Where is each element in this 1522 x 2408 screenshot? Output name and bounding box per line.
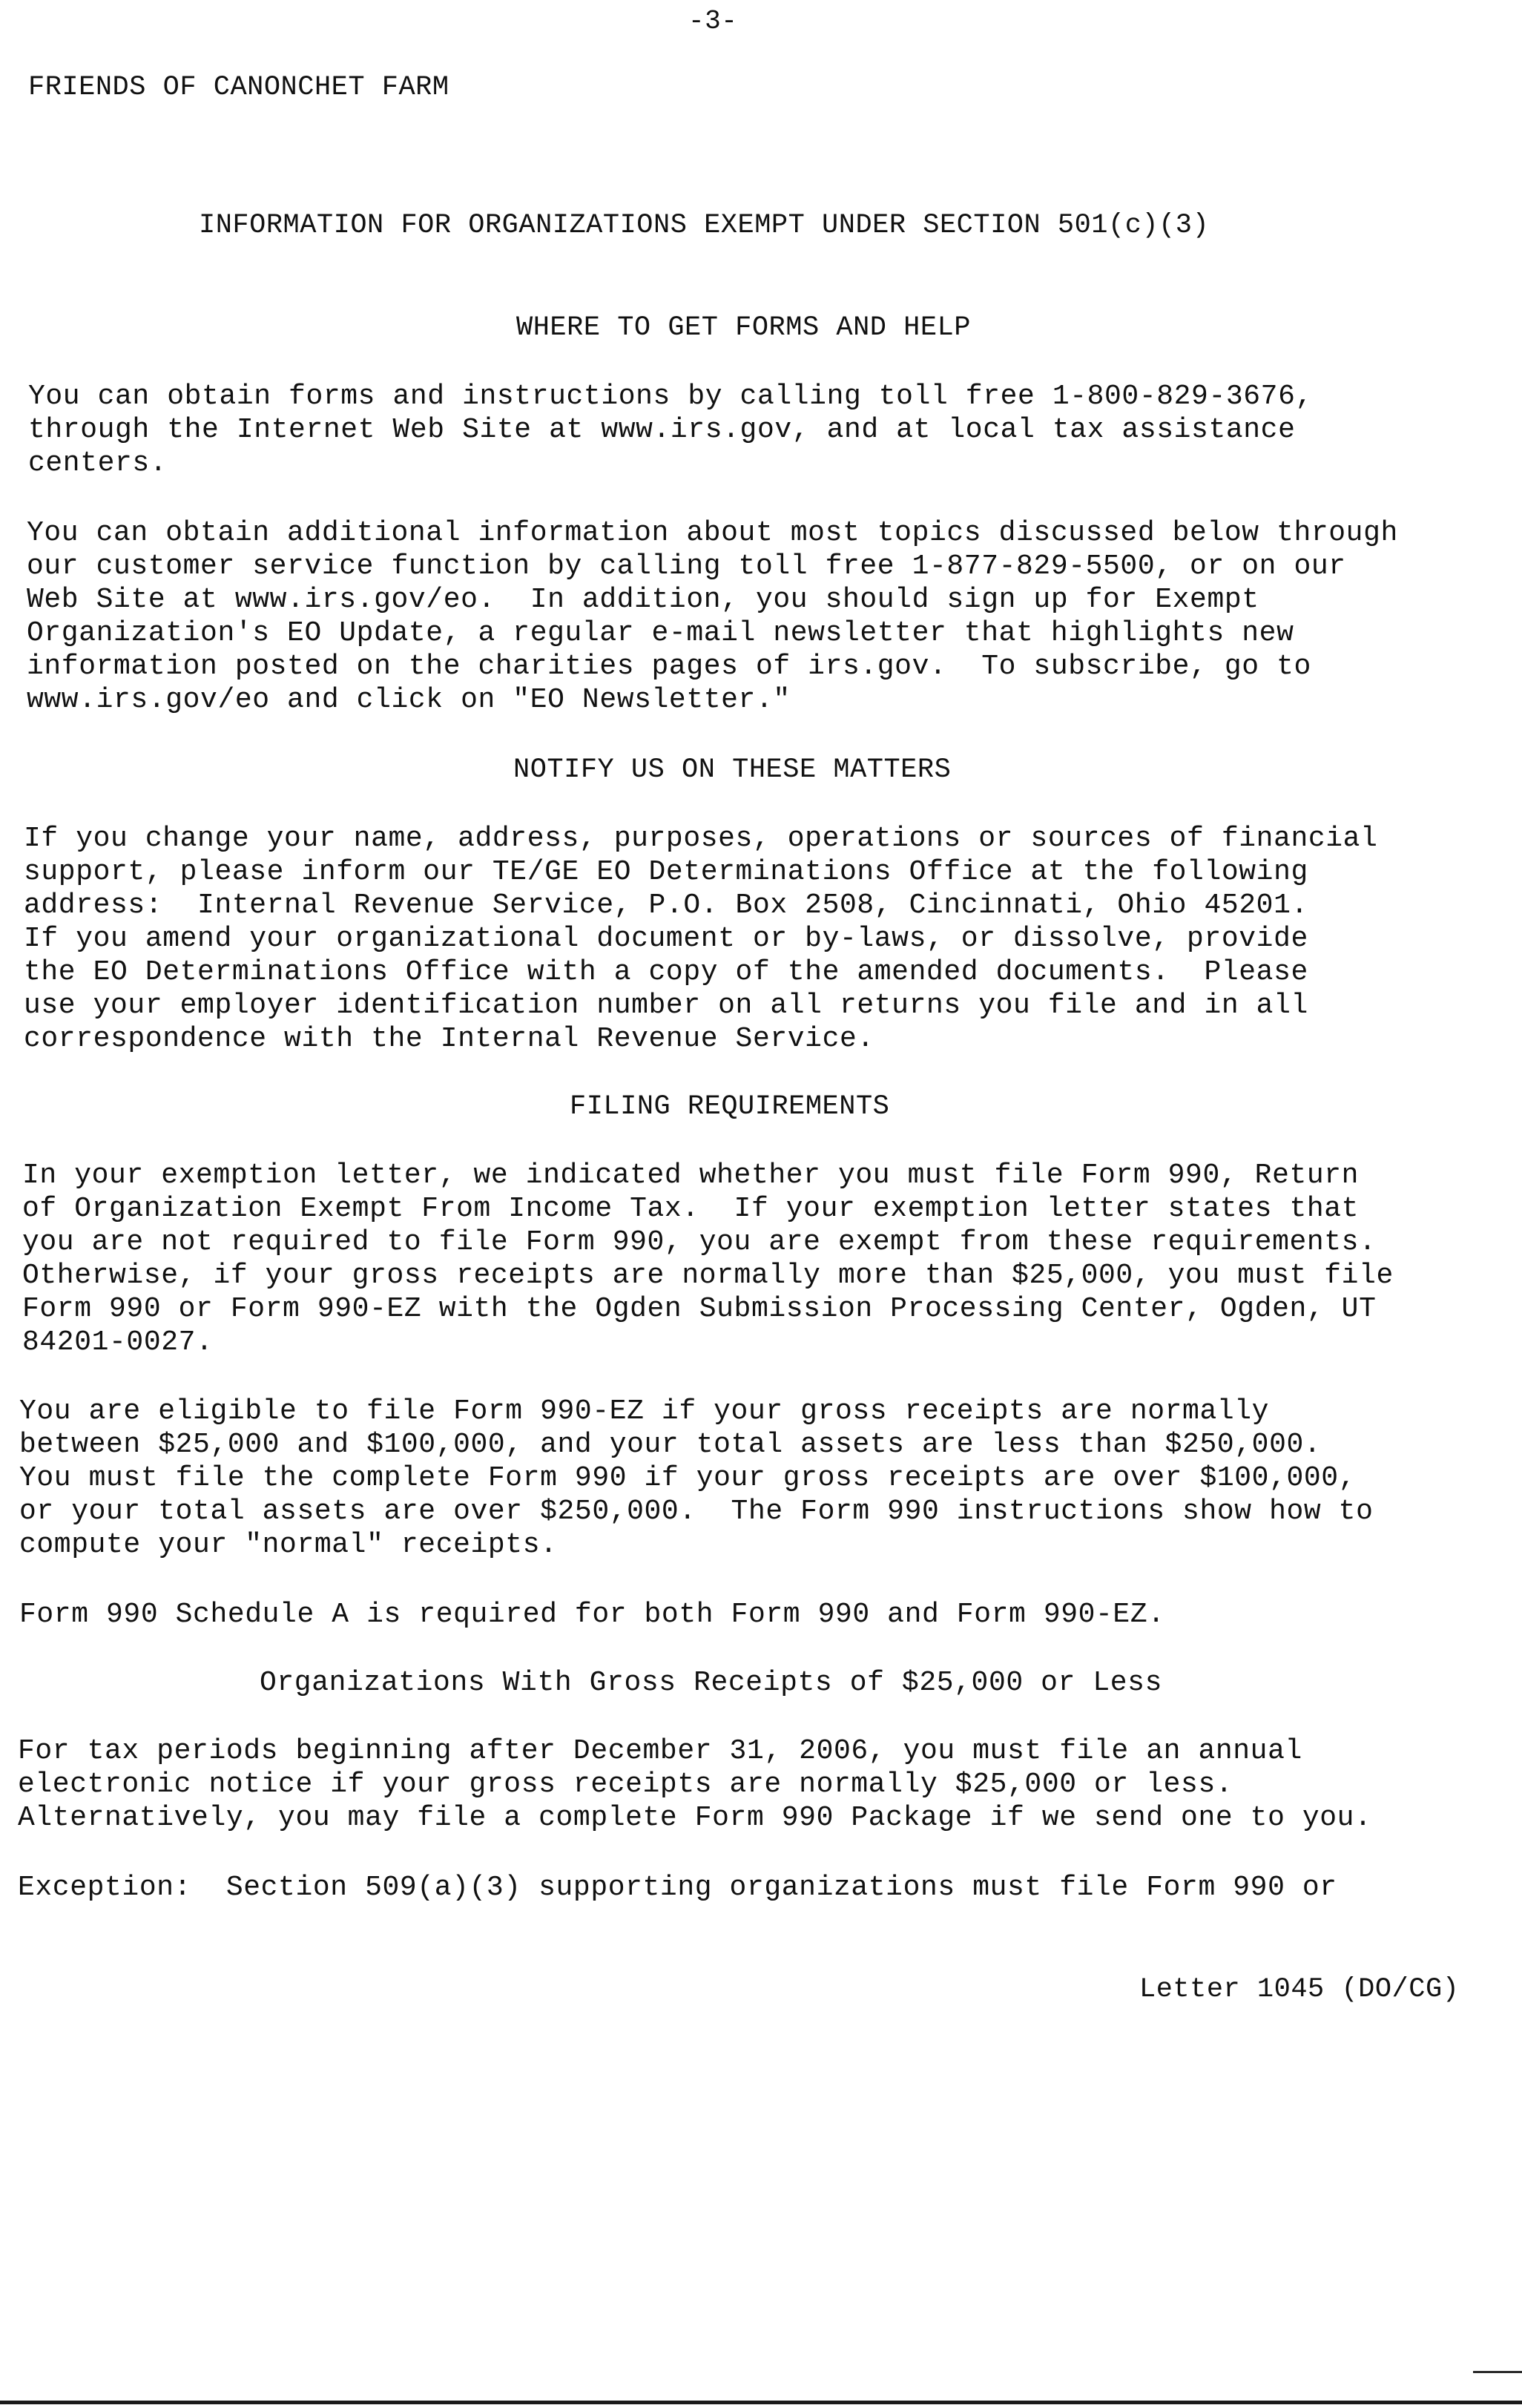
bottom-rule xyxy=(0,2401,1522,2404)
heading-small-organizations: Organizations With Gross Receipts of $25,000 or Less xyxy=(260,1667,1162,1699)
heading-filing-requirements: FILING REQUIREMENTS xyxy=(570,1091,890,1122)
paragraph-additional-info: You can obtain additional information about most topics discussed below through our customer service function by calling toll free 1-877-829-5500, or on our Web Site at www.irs.gov/eo. In addition, you should sign up for Exempt Organization's EO Update, a regular e-mail newsletter that highlights new information posted on the charities pages of irs.gov. To subscribe, go to www.irs.gov/eo and click on "EO Newsletter." xyxy=(27,517,1398,716)
paragraph-small-orgs-exception: Exception: Section 509(a)(3) supporting organizations must file Form 990 or xyxy=(18,1872,1337,1904)
organization-name: FRIENDS OF CANONCHET FARM xyxy=(28,72,449,103)
heading-notify: NOTIFY US ON THESE MATTERS xyxy=(513,754,952,786)
page-title: INFORMATION FOR ORGANIZATIONS EXEMPT UNDER SECTION 501(c)(3) xyxy=(199,210,1210,241)
paragraph-forms-instructions: You can obtain forms and instructions by calling toll free 1-800-829-3676, through the Internet Web Site at www.irs.gov, and at local tax assistance centers. xyxy=(28,381,1313,479)
page-number: -3- xyxy=(688,6,738,36)
paragraph-filing-3: Form 990 Schedule A is required for both Form 990 and Form 990-EZ. xyxy=(19,1599,1165,1631)
paragraph-notify: If you change your name, address, purposes, operations or sources of financial support, please inform our TE/GE EO Determinations Office at the following address: Internal Revenue Service, P.O. Box 2508, Cincinnati, Ohio 45201. If you amend your organizational document or by-laws, or dissolve, provide the EO Determinations Office with a copy of the amended documents. Please use your employer identification number on all returns you file and in all correspondence with the Internal Revenue Service. xyxy=(24,823,1378,1055)
scan-edge-mark xyxy=(1473,2371,1522,2373)
letter-footer: Letter 1045 (DO/CG) xyxy=(1139,1974,1460,2005)
heading-forms-help: WHERE TO GET FORMS AND HELP xyxy=(516,312,971,343)
paragraph-filing-2: You are eligible to file Form 990-EZ if your gross receipts are normally between $25,000 and $100,000, and your total assets are less than $250,000. You must file the complete Form 990 if your gross receipts are over $100,000, or your total assets are over $250,000. The Form 990 instructions show how to compute your "normal" receipts. xyxy=(19,1395,1374,1561)
paragraph-filing-1: In your exemption letter, we indicated whether you must file Form 990, Return of Organization Exempt From Income Tax. If your exemption letter states that you are not required to file Form 990, you are exempt from these requirements. Otherwise, if your gross receipts are normally more than $25,000, you must file Form 990 or Form 990-EZ with the Ogden Submission Processing Center, Ogden, UT 84201-0027. xyxy=(22,1159,1394,1358)
paragraph-small-orgs-1: For tax periods beginning after December 31, 2006, you must file an annual electronic notice if your gross receipts are normally $25,000 or less. Alternatively, you may file a complete Form 990 Package if we send one to you. xyxy=(18,1735,1372,1834)
